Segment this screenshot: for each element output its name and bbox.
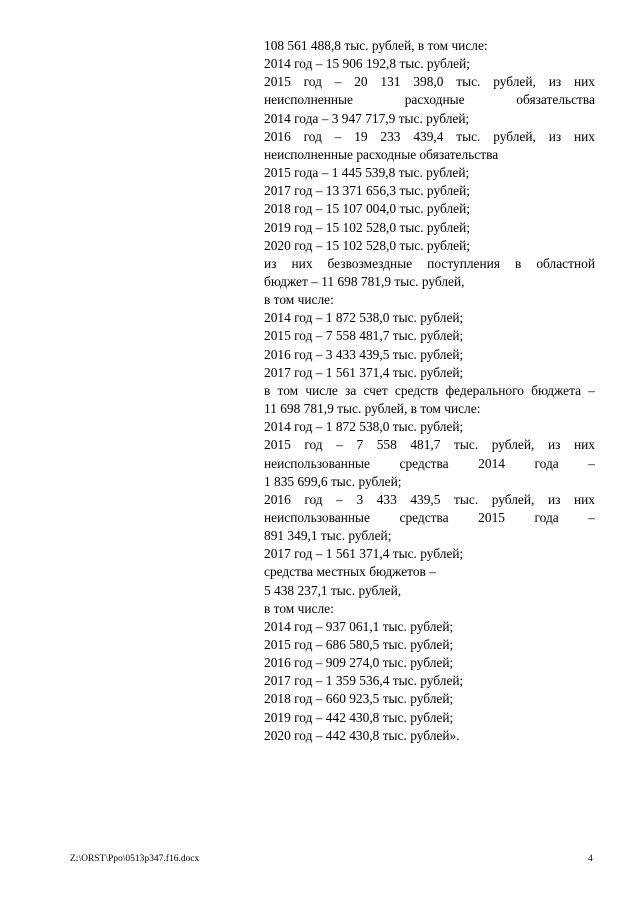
body-line: 2016 год – 19 233 439,4 тыс. рублей, из них [264,128,595,144]
body-line: неисполненные расходные обязательства [264,92,595,108]
body-line: 2020 год – 15 102 528,0 тыс. рублей; [264,237,470,253]
body-line: 5 438 237,1 тыс. рублей, [264,582,402,598]
body-line: 2019 год – 15 102 528,0 тыс. рублей; [264,219,470,235]
body-line: 2015 год – 7 558 481,7 тыс. рублей; [264,328,464,344]
body-line: 2019 год – 442 430,8 тыс. рублей; [264,709,454,725]
page-number: 4 [588,854,593,864]
body-line: неиспользованные средства 2014 года – [264,455,595,471]
body-line: 2015 год – 20 131 398,0 тыс. рублей, из них [264,74,595,90]
body-line: 1 835 699,6 тыс. рублей; [264,473,402,489]
body-line: из них безвозмездные поступления в областной [264,255,595,271]
body-line: 2014 года – 3 947 717,9 тыс. рублей; [264,110,470,126]
body-line: неиспользованные средства 2015 года – [264,509,595,525]
body-line: 11 698 781,9 тыс. рублей, в том числе: [264,401,481,417]
body-line: в том числе: [264,292,334,308]
footer-file-path: Z:\ORST\Ppo\0513p347.f16.docx [70,854,200,864]
body-line: 2020 год – 442 430,8 тыс. рублей». [264,727,460,743]
body-line: 2016 год – 3 433 439,5 тыс. рублей; [264,346,464,362]
body-line: 2016 год – 3 433 439,5 тыс. рублей, из них [264,491,595,507]
body-line: 2018 год – 15 107 004,0 тыс. рублей; [264,201,470,217]
body-line: 2017 год – 1 561 371,4 тыс. рублей; [264,364,464,380]
body-line: в том числе за счет средств федерального бюджета – [264,382,595,398]
body-line: 2015 год – 686 580,5 тыс. рублей; [264,637,454,653]
body-line: 2017 год – 13 371 656,3 тыс. рублей; [264,183,470,199]
body-line: 2014 год – 937 061,1 тыс. рублей; [264,618,454,634]
body-line: 2015 год – 7 558 481,7 тыс. рублей, из них [264,437,595,453]
body-line: 2018 год – 660 923,5 тыс. рублей; [264,691,454,707]
body-line: неисполненные расходные обязательства [264,146,499,162]
body-line: 2014 год – 15 906 192,8 тыс. рублей; [264,56,470,72]
document-body [264,37,595,745]
body-line: 108 561 488,8 тыс. рублей, в том числе: [264,38,488,53]
body-line: 891 349,1 тыс. рублей; [264,528,392,544]
body-line: 2017 год – 1 561 371,4 тыс. рублей; [264,546,464,562]
body-line: 2016 год – 909 274,0 тыс. рублей; [264,655,454,671]
body-line: в том числе: [264,600,334,616]
body-line: 2015 года – 1 445 539,8 тыс. рублей; [264,165,470,181]
body-line: средства местных бюджетов – [264,564,436,580]
body-line: 2014 год – 1 872 538,0 тыс. рублей; [264,419,464,435]
body-line: 2017 год – 1 359 536,4 тыс. рублей; [264,673,464,689]
body-line: бюджет – 11 698 781,9 тыс. рублей, [264,273,465,289]
body-line: 2014 год – 1 872 538,0 тыс. рублей; [264,310,464,326]
